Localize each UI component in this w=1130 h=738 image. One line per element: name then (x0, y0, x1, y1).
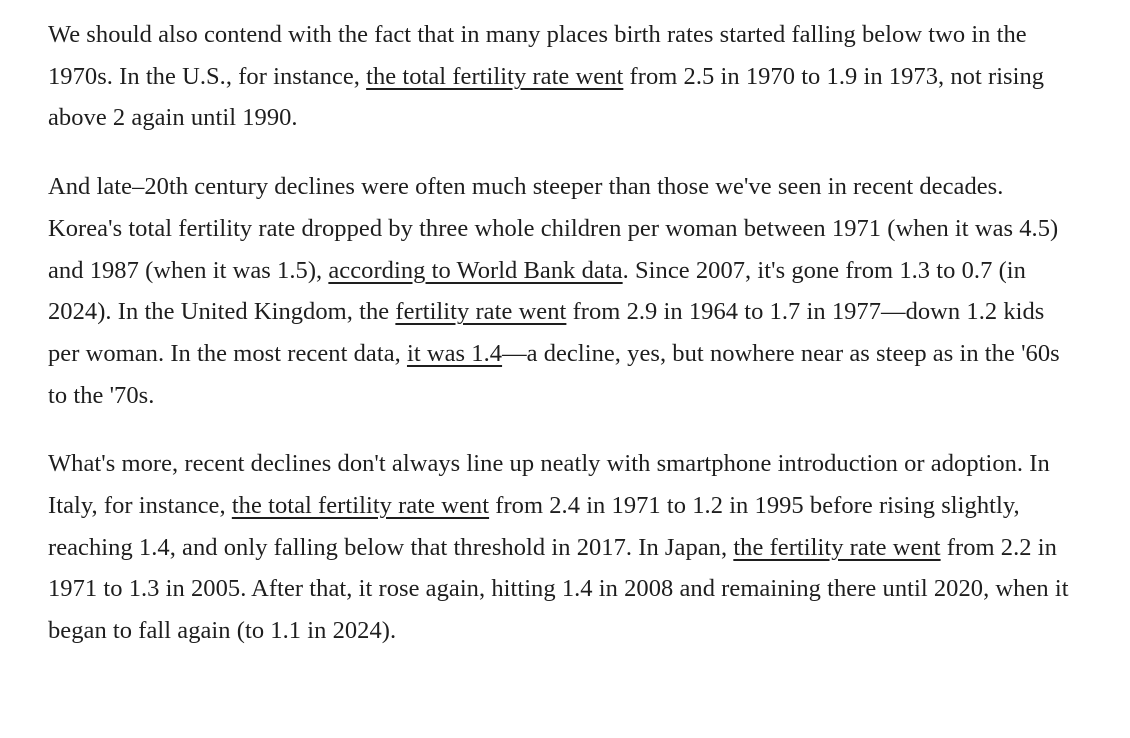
text-segment: from 2.2 in 1971 to 1.3 in 2005. After that, it rose again, hitting 1.4 in 2008 and remaining there until 2020, when it began to fall again (to 1.1 in 2024). (48, 533, 1069, 645)
text-segment: from 2.9 in 1964 to 1.7 in 1977—down 1.2 kids per woman. In the most recent data, (48, 298, 1045, 367)
text-segment: We should also contend with the fact that in many places birth rates started falling below two in the 1970s. In the U.S., for instance, (48, 21, 1027, 90)
text-segment: —a decline, yes, but nowhere near as steep as in the '60s to the '70s. (48, 339, 1060, 409)
paragraph-late-20th-century (48, 166, 1078, 416)
paragraph-recent-declines (48, 443, 1078, 652)
text-segment: from 2.5 in 1970 to 1.9 in 1973, not rising above 2 again until 1990. (48, 62, 1045, 132)
link-us-fertility-rate[interactable]: the total fertility rate went (366, 62, 624, 90)
text-segment: And late–20th century declines were often much steeper than those we've seen in recent decades. Korea's total fertility rate dropped by three whole children per woman between 1971 (when it was 4.5) and 1987 (when it was 1.5), (48, 173, 1059, 284)
link-world-bank-data[interactable]: according to World Bank data (328, 256, 623, 284)
article-body (48, 14, 1078, 679)
text-segment: from 2.4 in 1971 to 1.2 in 1995 before rising slightly, reaching 1.4, and only falling below that threshold in 2017. In Japan, (48, 492, 1020, 561)
paragraph-1970s-births (48, 14, 1078, 139)
link-uk-fertility-rate[interactable]: fertility rate went (395, 298, 567, 326)
link-uk-recent-data[interactable]: it was 1.4 (406, 339, 503, 367)
text-segment: What's more, recent declines don't always line up neatly with smartphone introduction or adoption. In Italy, for instance, (48, 450, 1050, 520)
link-japan-fertility-rate[interactable]: the fertility rate went (733, 533, 941, 561)
link-italy-fertility-rate[interactable]: the total fertility rate went (231, 492, 490, 520)
text-segment: . Since 2007, it's gone from 1.3 to 0.7 (in 2024). In the United Kingdom, the (48, 256, 1026, 326)
